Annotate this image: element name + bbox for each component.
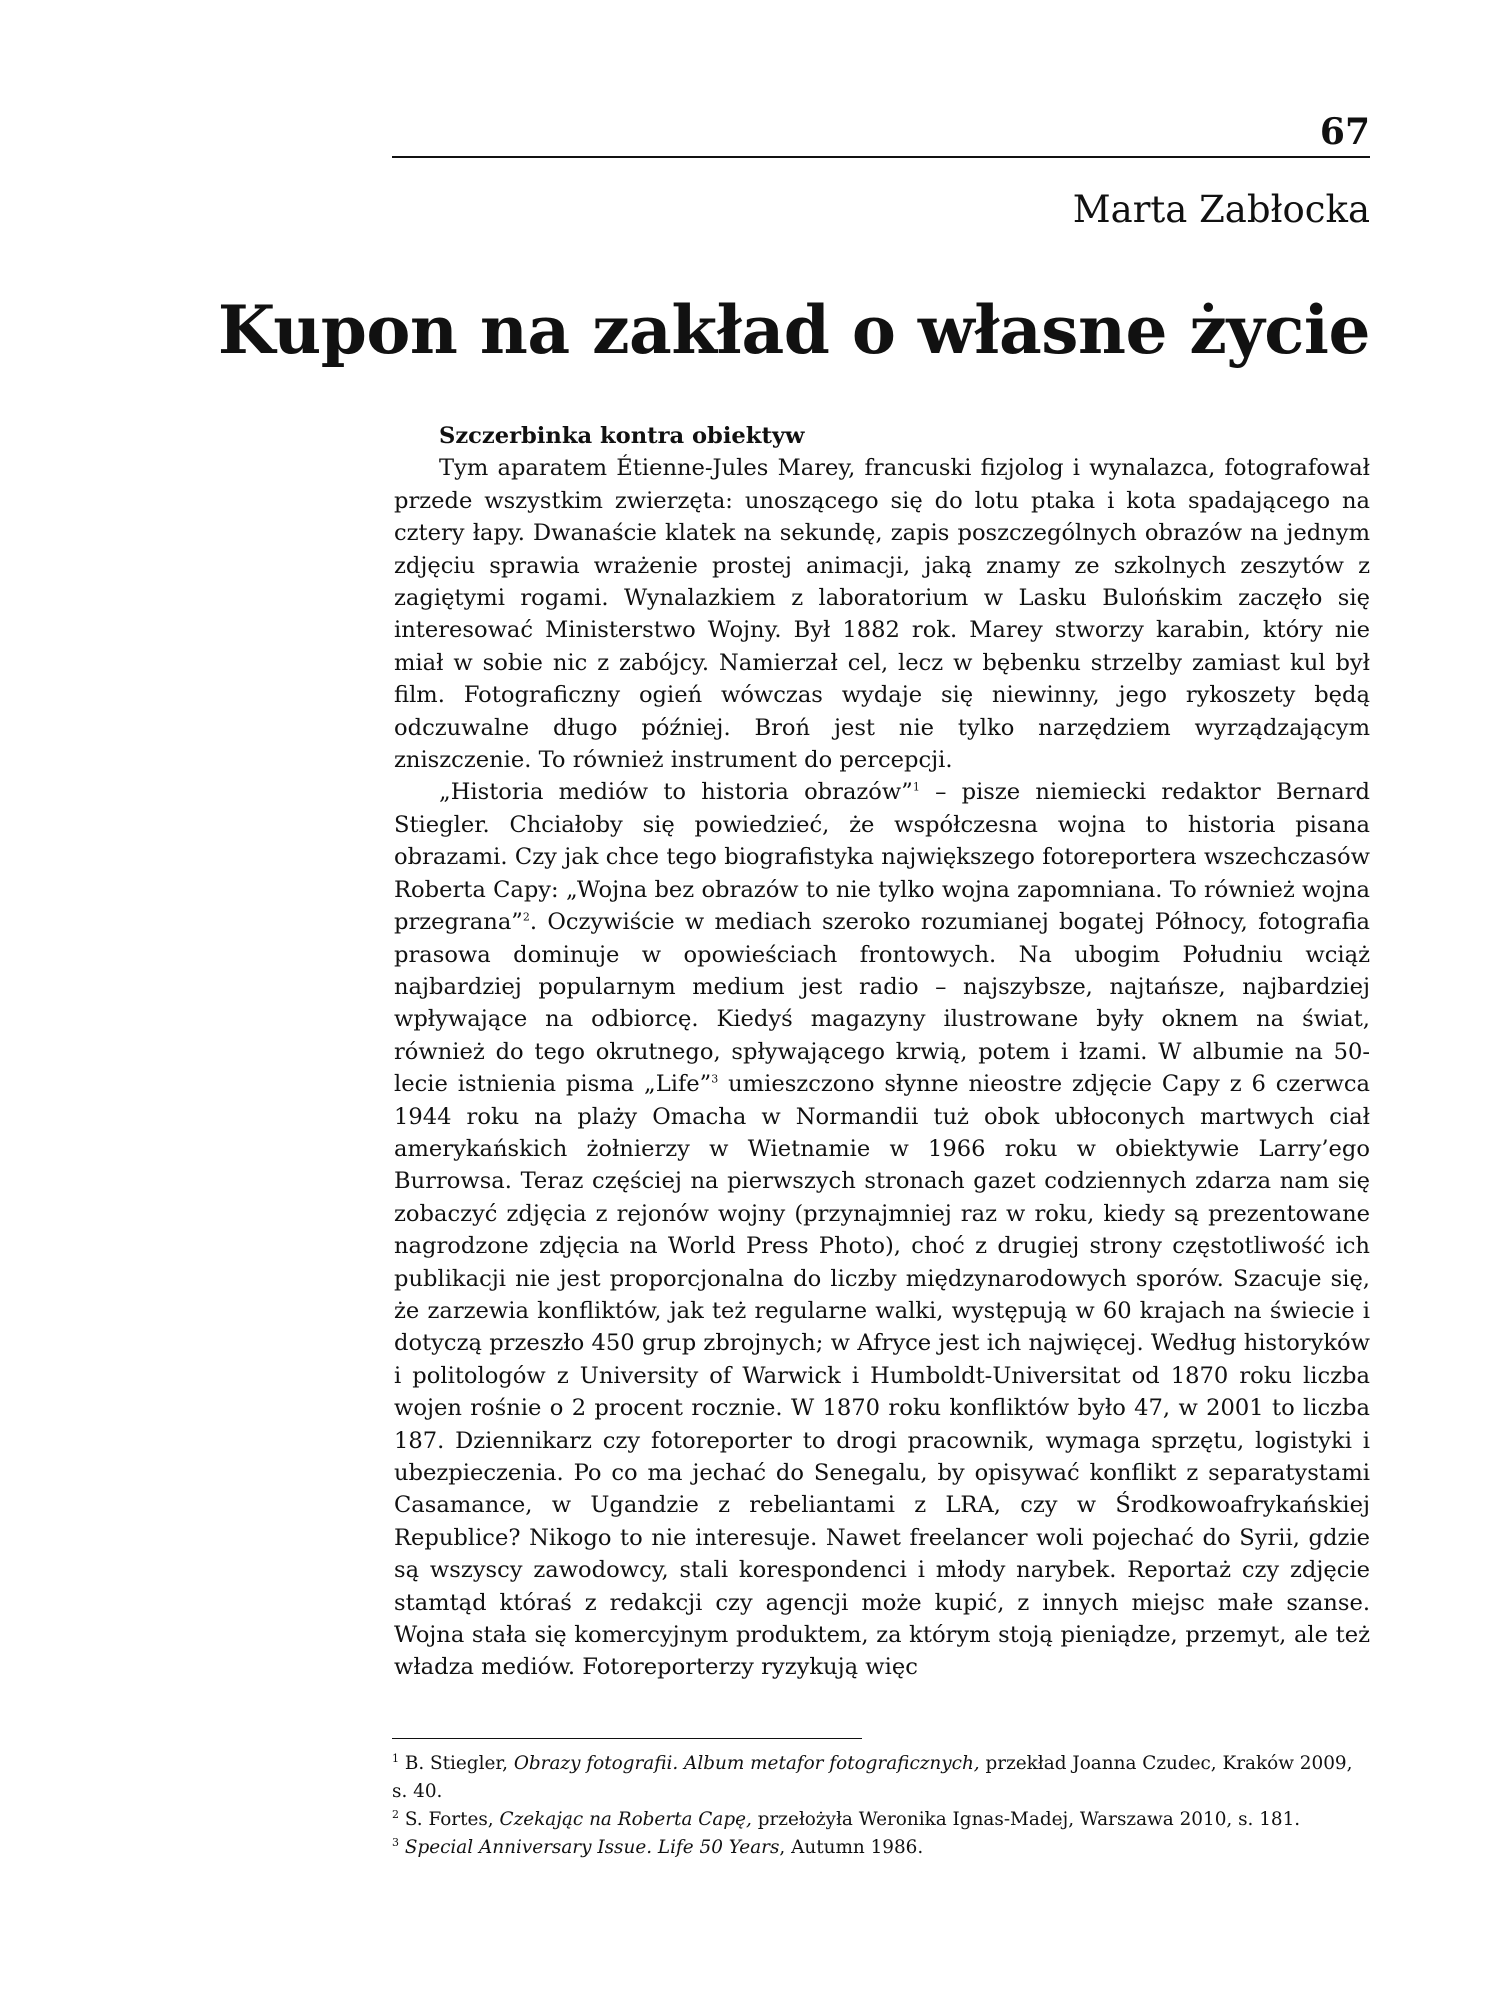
paragraph-2-part-b: – pisze niemiecki redaktor Bernard Stiegler. Chciałoby się powiedzieć, że współczesna wojna to historia pisana obrazami. Czy jak chce tego biografistyka największego fotoreportera wszechczasów Roberta Capy: „Wojna bez obrazów to nie tylko wojna zapomniana. To również wojna przegrana” [394,779,1371,936]
footnote-3 [392,1834,1370,1862]
footnote-title: Czekając na Roberta Capę, [499,1809,752,1830]
footnote-text: B. Stiegler, [399,1753,514,1774]
footnote-text: S. Fortes, [399,1809,500,1830]
footnote-ref-3[interactable]: 3 [711,1072,719,1086]
footnote-text: przekład Joanna Czudec, Kraków 2009, s. 40. [392,1753,1353,1802]
header-rule [392,156,1370,158]
footnote-2 [392,1806,1370,1834]
article-title: Kupon na zakład o własne życie [217,291,1370,369]
footnote-text: , Autumn 1986. [779,1837,924,1858]
footnote-rule [392,1738,862,1739]
footnote-number: 2 [392,1807,399,1821]
footnote-number: 1 [392,1751,399,1765]
footnote-title: Special Anniversary Issue. Life 50 Years [404,1837,780,1858]
footnote-text: przełożyła Weronika Ignas-Madej, Warszawa 2010, s. 181. [751,1809,1301,1830]
paragraph-2-part-c: . Oczywiście w mediach szeroko rozumianej bogatej Północy, fotografia prasowa dominuje w opowieściach frontowych. Na ubogim Południu wciąż najbardziej popularnym medium jest radio – najszybsze, najtańsze, najbardziej wpływające na odbiorcę. Kiedyś magazyny ilustrowane były oknem na świat, również do tego okrutnego, spływającego krwią, potem i łzami. W albumie na 50-lecie istnienia pisma „Life” [394,909,1370,1098]
article-body [394,420,1370,1684]
paragraph-2-part-d: umieszczono słynne nieostre zdjęcie Capy z 6 czerwca 1944 roku na plaży Omacha w Normandii tuż obok ubłoconych martwych ciał amerykańskich żołnierzy w Wietnamie w 1966 roku w obiektywie Larry’ego Burrowsa. Teraz częściej na pierwszych stronach gazet codziennych zdarza nam się zobaczyć zdjęcia z rejonów wojny (przynajmniej raz w roku, kiedy są prezentowane nagrodzone zdjęcia na World Press Photo), choć z drugiej strony częstotliwość ich publikacji nie jest proporcjonalna do liczby międzynarodowych sporów. Szacuje się, że zarzewia konfliktów, jak też regularne walki, występują w 60 krajach na świecie i dotyczą przeszło 450 grup zbrojnych; w Afryce jest ich najwięcej. Według historyków i politologów z University of Warwick i Humboldt-Universitat od 1870 roku liczba wojen rośnie o 2 procent rocznie. W 1870 roku konfliktów było 47, w 2001 to liczba 187. Dziennikarz czy fotoreporter to drogi pracownik, wymaga sprzętu, logistyki i ubezpieczenia. Po co ma jechać do Senegalu, by opisywać konflikt z separatystami Casamance, w Ugandzie z rebeliantami z LRA, czy w Środkowoafrykańskiej Republice? Nikogo to nie interesuje. Nawet freelancer woli pojechać do Syrii, gdzie są wszyscy zawodowcy, stali korespondenci i młody narybek. Reportaż czy zdjęcie stamtąd któraś z redakcji czy agencji może kupić, z innych miejsc małe szanse. Wojna stała się komercyjnym produktem, za którym stoją pieniądze, przemyt, ale też władza mediów. Fotoreporterzy ryzykują więc [394,1071,1370,1681]
page-number: 67 [1319,111,1370,153]
paragraph-2-part-a: „Historia mediów to historia obrazów” [439,779,913,806]
paragraph-1: Tym aparatem Étienne-Jules Marey, francuski fizjolog i wynalazca, fotografował przede wszystkim zwierzęta: unoszącego się do lotu ptaka i kota spadającego na cztery łapy. Dwanaście klatek na sekundę, zapis poszczególnych obrazów na jednym zdjęciu sprawia wrażenie prostej animacji, jaką znamy ze szkolnych zeszytów z zagiętymi rogami. Wynalazkiem z laboratorium w Lasku Bulońskim zaczęło się interesować Ministerstwo Wojny. Był 1882 rok. Marey stworzy karabin, który nie miał w sobie nic z zabójcy. Namierzał cel, lecz w bębenku strzelby zamiast kul był film. Fotograficzny ogień wówczas wydaje się niewinny, jego rykoszety będą odczuwalne długo później. Broń jest nie tylko narzędziem wyrządzającym zniszczenie. To również instrument do percepcji. [394,455,1370,774]
section-subheading: Szczerbinka kontra obiektyw [439,423,805,449]
footnote-number: 3 [392,1835,399,1849]
footnote-title: Obrazy fotografii. Album metafor fotograficznych, [513,1753,980,1774]
footnotes [392,1750,1370,1862]
footnote-ref-1[interactable]: 1 [912,780,920,794]
author-name: Marta Zabłocka [1072,188,1370,231]
paragraph-2 [394,776,1370,1683]
footnote-1 [392,1750,1370,1806]
footnote-ref-2[interactable]: 2 [522,910,530,924]
